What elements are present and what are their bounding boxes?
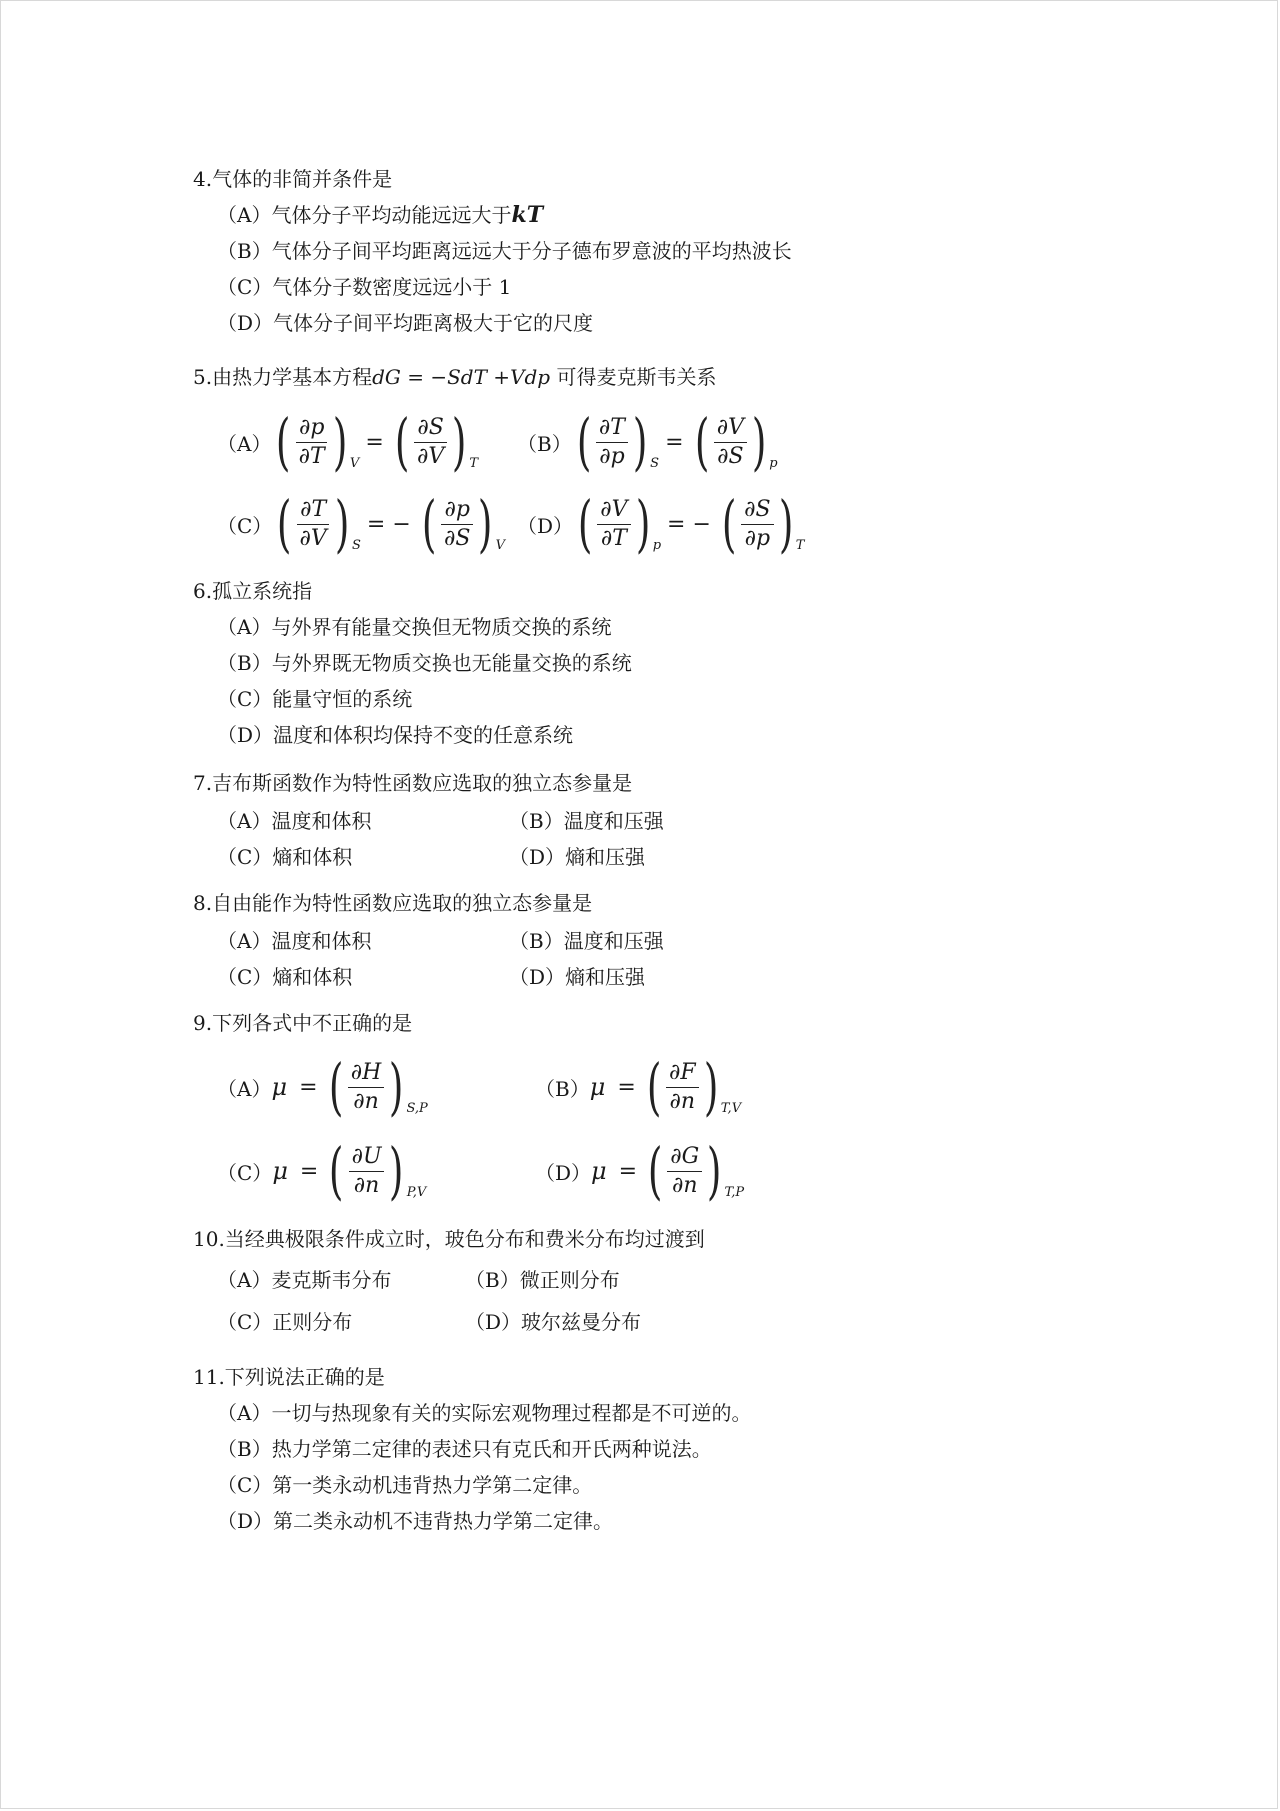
math-kT: kT (511, 202, 544, 228)
option-b: （B）温度和压强 (509, 928, 664, 953)
options-row-cd (193, 837, 1093, 873)
question-8 (193, 885, 1093, 993)
subscript: T,P (724, 1185, 745, 1200)
option-b: （B）气体分子间平均距离远远大于分子德布罗意波的平均热波长 (217, 239, 792, 263)
option-c: （C）正则分布 (217, 1309, 353, 1334)
numerator: ∂V (714, 414, 747, 443)
relation-sign: = (365, 429, 384, 455)
numerator: ∂T (297, 496, 329, 525)
option-a: （A）一切与热现象有关的实际宏观物理过程都是不可逆的。 (217, 1401, 752, 1425)
option-label: （B） (535, 1076, 590, 1101)
partial-derivative: ( $\frac{\partial p}{\partial S}$ ) V (421, 487, 506, 560)
denominator: ∂p (599, 443, 625, 469)
partial-derivative: ( $\frac{\partial H}{\partial n}$ ) S,P (328, 1050, 428, 1123)
question-title (193, 359, 1093, 395)
options-row-cd (193, 957, 1093, 993)
title-prefix: 5.由热力学基本方程 (193, 365, 373, 389)
options-row-ab (193, 801, 1093, 837)
equals-sign: = (618, 1158, 638, 1184)
option-b: （B）温度和压强 (509, 808, 664, 833)
question-title: 7.吉布斯函数作为特性函数应选取的独立态参量是 (193, 771, 633, 795)
option-label: （C） (217, 1160, 273, 1185)
option-c: （C）熵和体积 (217, 844, 353, 869)
option-label: （D） (535, 1160, 592, 1185)
partial-derivative: ( $\frac{\partial S}{\partial p}$ ) T (721, 487, 805, 560)
mu-symbol: μ (271, 1073, 288, 1101)
subscript: V (495, 538, 506, 553)
subscript: p (652, 538, 662, 553)
option-label: （A） (217, 431, 272, 456)
title-suffix: 可得麦克斯韦关系 (550, 365, 717, 389)
option-c: （C）能量守恒的系统 (217, 687, 413, 711)
partial-derivative: ( $\frac{\partial U}{\partial n}$ ) P,V (329, 1134, 427, 1207)
option-a: （A）麦克斯韦分布 (217, 1267, 392, 1292)
option-c: （C）熵和体积 (217, 964, 353, 989)
option-b (517, 405, 778, 478)
numerator: ∂S (741, 496, 773, 525)
option-a: （A）与外界有能量交换但无物质交换的系统 (217, 615, 612, 639)
option-c: （C）气体分子数密度远远小于 1 (217, 275, 512, 299)
numerator: ∂F (666, 1059, 699, 1088)
option-text: （A）气体分子平均动能远远大于 (217, 203, 512, 227)
denominator: ∂T (298, 443, 325, 469)
numerator: ∂S (414, 414, 446, 443)
equals-sign: = (617, 1074, 636, 1100)
denominator: ∂n (353, 1172, 380, 1198)
question-5 (193, 359, 1093, 565)
option-c (217, 1134, 535, 1207)
partial-derivative: ( $\frac{\partial T}{\partial p}$ ) S (576, 405, 660, 478)
question-4 (193, 161, 1093, 341)
numerator: ∂V (597, 496, 630, 525)
options-row-ab (193, 1045, 1093, 1129)
mu-symbol: μ (272, 1157, 288, 1185)
option-c: （C）第一类永动机违背热力学第二定律。 (217, 1473, 593, 1497)
option-label: （C） (217, 513, 273, 538)
partial-derivative: ( $\frac{\partial S}{\partial V}$ ) T (394, 405, 479, 478)
numerator: ∂G (667, 1143, 702, 1172)
question-title: 8.自由能作为特性函数应选取的独立态参量是 (193, 891, 593, 915)
question-6 (193, 573, 1093, 753)
option-a: （A）温度和体积 (217, 808, 372, 833)
option-a (217, 1050, 535, 1123)
question-11 (193, 1359, 1093, 1539)
mu-symbol: μ (589, 1073, 606, 1101)
option-b: （B）与外界既无物质交换也无能量交换的系统 (217, 651, 632, 675)
partial-derivative: ( $\frac{\partial G}{\partial n}$ ) T,P (647, 1134, 745, 1207)
subscript: S (650, 456, 660, 471)
subscript: T,V (720, 1101, 742, 1116)
denominator: ∂n (672, 1172, 698, 1198)
denominator: ∂V (416, 443, 445, 469)
numerator: ∂p (441, 496, 472, 525)
denominator: ∂n (669, 1088, 696, 1114)
option-label: （B） (517, 431, 572, 456)
option-c (217, 487, 517, 560)
option-label: （A） (217, 1076, 272, 1101)
equals-sign: = (299, 1074, 318, 1100)
numerator: ∂H (348, 1059, 385, 1088)
options-row-ab (193, 921, 1093, 957)
question-title: 6.孤立系统指 (193, 579, 313, 603)
partial-derivative: ( $\frac{\partial p}{\partial T}$ ) V (276, 405, 360, 478)
option-d: （D）玻尔兹曼分布 (465, 1309, 642, 1334)
partial-derivative: ( $\frac{\partial V}{\partial S}$ ) p (694, 405, 778, 478)
denominator: ∂S (717, 443, 744, 469)
option-d: （D）温度和体积均保持不变的任意系统 (217, 723, 574, 747)
subscript: S,P (406, 1101, 428, 1116)
partial-derivative: ( $\frac{\partial T}{\partial V}$ ) S (277, 487, 361, 560)
option-d (535, 1134, 745, 1207)
subscript: S (351, 538, 361, 553)
subscript: p (769, 456, 778, 471)
options-row-cd (193, 483, 1093, 565)
option-b: （B）微正则分布 (465, 1267, 620, 1292)
equals-sign: = (299, 1158, 319, 1184)
denominator: ∂T (600, 525, 627, 551)
denominator: ∂V (299, 525, 327, 551)
denominator: ∂S (443, 525, 471, 551)
option-label: （D） (517, 513, 574, 538)
numerator: ∂T (596, 414, 628, 443)
question-title: 11.下列说法正确的是 (193, 1365, 385, 1389)
option-d: （D）气体分子间平均距离极大于它的尺度 (217, 311, 594, 335)
relation-sign: = − (667, 511, 711, 537)
option-b: （B）热力学第二定律的表述只有克氏和开氏两种说法。 (217, 1437, 712, 1461)
question-title: 4.气体的非简并条件是 (193, 167, 393, 191)
option-a: （A）温度和体积 (217, 928, 372, 953)
numerator: ∂p (296, 414, 327, 443)
option-d: （D）熵和压强 (509, 844, 646, 869)
denominator: ∂n (353, 1088, 379, 1114)
subscript: T (795, 538, 805, 553)
numerator: ∂U (349, 1143, 385, 1172)
option-d: （D）第二类永动机不违背热力学第二定律。 (217, 1509, 614, 1533)
option-a (217, 405, 517, 478)
question-9 (193, 1005, 1093, 1213)
question-7 (193, 765, 1093, 873)
subscript: T (469, 456, 479, 471)
question-title: 9.下列各式中不正确的是 (193, 1011, 413, 1035)
option-d (517, 487, 805, 560)
options-row-ab (193, 401, 1093, 483)
option-b (535, 1050, 742, 1123)
relation-sign: = (665, 429, 684, 455)
options-row-cd (193, 1129, 1093, 1213)
subscript: P,V (406, 1185, 427, 1200)
subscript: V (349, 456, 360, 471)
question-title: 10.当经典极限条件成立时，玻色分布和费米分布均过渡到 (193, 1227, 705, 1251)
options-row-cd (193, 1299, 1093, 1341)
denominator: ∂p (744, 525, 771, 551)
mu-symbol: μ (591, 1157, 607, 1185)
partial-derivative: ( $\frac{\partial V}{\partial T}$ ) p (577, 487, 662, 560)
relation-sign: = − (366, 511, 411, 537)
title-equation: dG = −SdT +Vdp (372, 365, 551, 389)
option-d: （D）熵和压强 (509, 964, 646, 989)
exam-content (193, 161, 1093, 1539)
option-a (193, 197, 1093, 233)
question-10 (193, 1221, 1093, 1341)
partial-derivative: ( $\frac{\partial F}{\partial n}$ ) T,V (646, 1050, 742, 1123)
options-row-ab (193, 1257, 1093, 1299)
